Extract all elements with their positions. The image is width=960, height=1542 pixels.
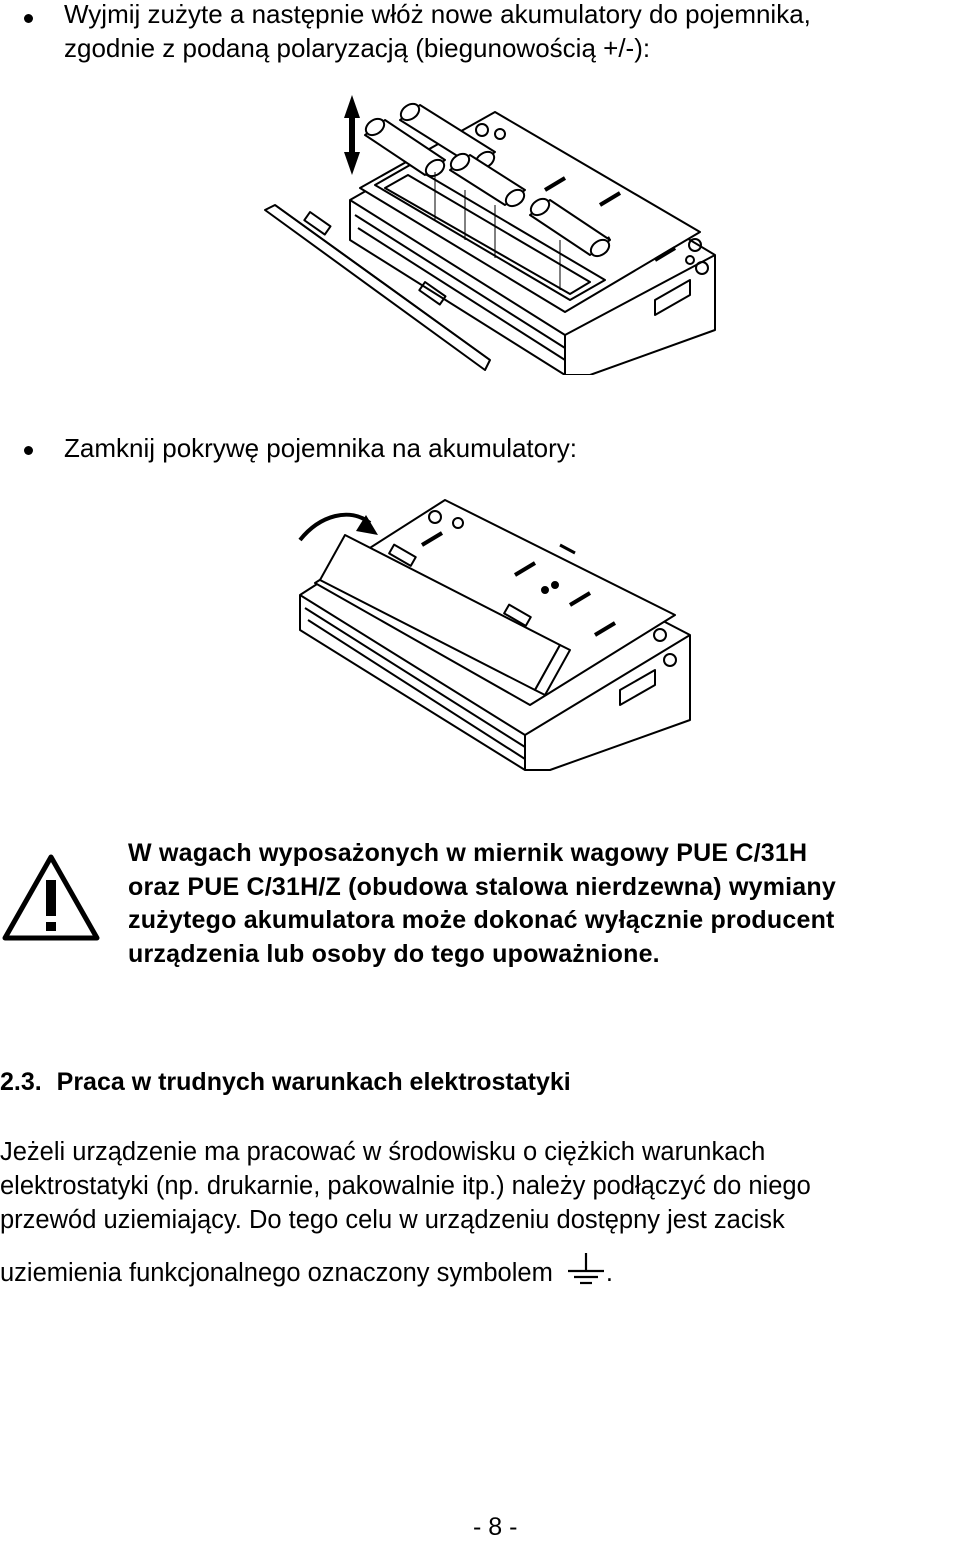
warning-icon-wrapper	[0, 852, 102, 944]
page-number: - 8 -	[473, 1513, 518, 1541]
section-number: 2.3.	[0, 1068, 42, 1096]
paragraph-line: uziemienia funkcjonalnego oznaczony symbolem	[0, 1259, 553, 1287]
bullet-dot	[24, 14, 33, 23]
battery-replacement-illustration	[260, 90, 730, 375]
paragraph-line: przewód uziemiający. Do tego celu w urządzeniu dostępny jest zacisk	[0, 1206, 785, 1234]
down-arrow-icon	[344, 152, 360, 175]
up-arrow-icon	[344, 95, 360, 118]
warning-line: W wagach wyposażonych w miernik wagowy PUE C/31H	[128, 839, 808, 867]
paragraph	[0, 1135, 811, 1290]
battery-replacement-drawing	[260, 90, 730, 375]
paragraph-line: elektrostatyki (np. drukarnie, pakowalnie itp.) należy podłączyć do niego	[0, 1172, 811, 1200]
bullet-item-close-cover	[64, 431, 577, 465]
warning-line: zużytego akumulatora może dokonać wyłącznie producent	[128, 906, 835, 934]
paragraph-line: Jeżeli urządzenie ma pracować w środowisku o ciężkich warunkach	[0, 1138, 766, 1166]
warning-text	[128, 837, 836, 971]
bullet-text-line: Zamknij pokrywę pojemnika na akumulatory:	[64, 433, 577, 463]
exclamation-triangle-icon	[0, 852, 102, 944]
warning-line: urządzenia lub osoby do tego upoważnione.	[128, 939, 660, 968]
paragraph-last-line	[0, 1251, 811, 1290]
bullet-dot	[24, 446, 33, 455]
bullet-text-line: Wyjmij zużyte a następnie włóż nowe akumulatory do pojemnika,	[64, 0, 811, 29]
bullet-item-insert-batteries	[64, 0, 811, 65]
section-heading	[0, 1068, 571, 1097]
paragraph-end-punct: .	[605, 1259, 613, 1287]
bullet-text-line: zgodnie z podaną polaryzacją (biegunowością +/-):	[64, 33, 651, 63]
ground-symbol-icon	[566, 1251, 606, 1287]
warning-line: oraz PUE C/31H/Z (obudowa stalowa nierdzewna) wymiany	[128, 872, 836, 901]
section-title: Praca w trudnych warunkach elektrostatyki	[56, 1068, 571, 1096]
cover-closing-illustration	[290, 495, 700, 775]
cover-closing-drawing	[290, 495, 700, 775]
